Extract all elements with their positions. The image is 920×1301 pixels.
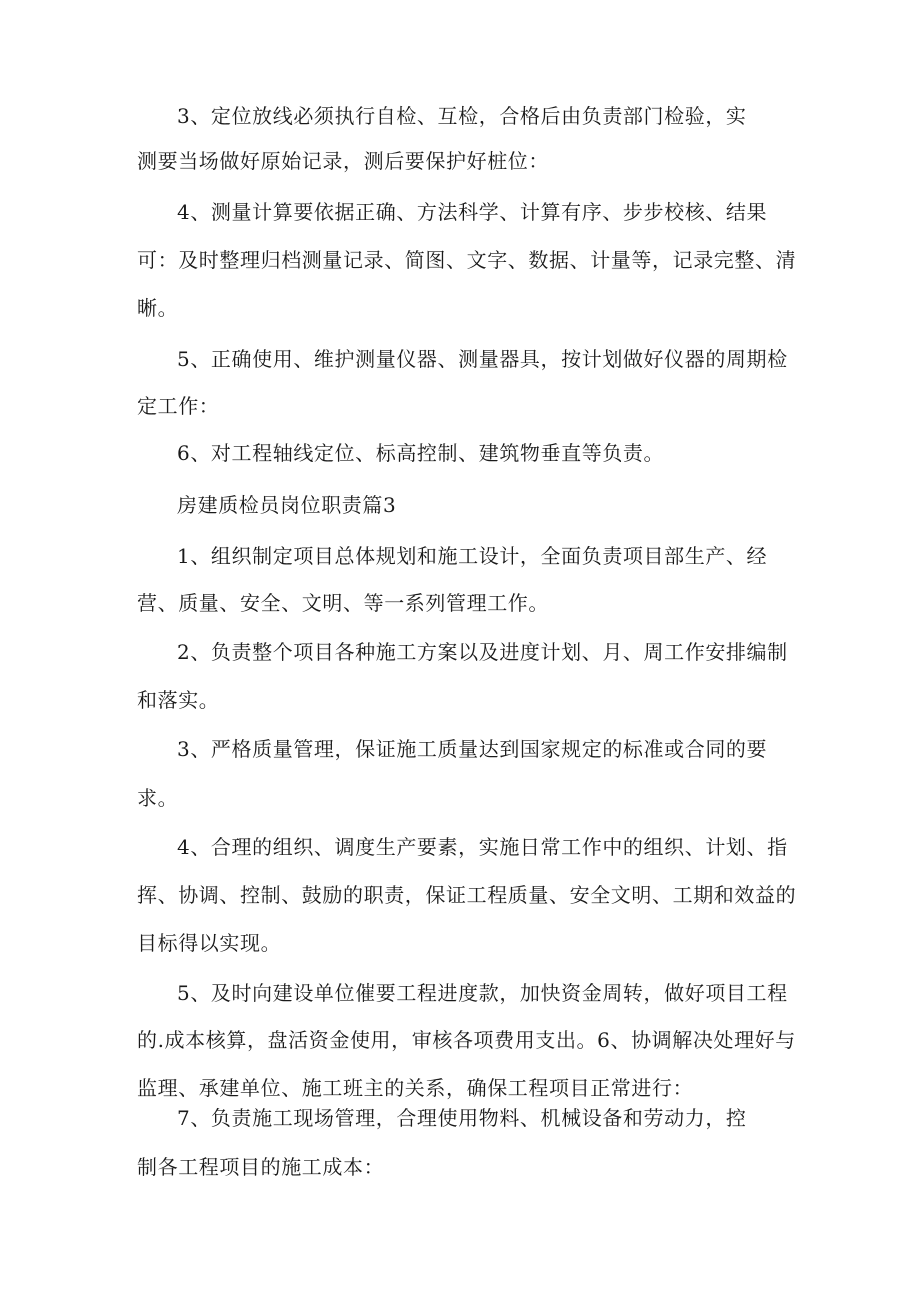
text-line: 5、及时向建设单位催要工程进度款，加快资金周转，做好项目工程 [177,981,788,1005]
section-heading: 房建质检员岗位职责篇3 [177,493,397,517]
text-line: 营、质量、安全、文明、等一系列管理工作。 [137,591,549,615]
text-line: 6、对工程轴线定位、标高控制、建筑物垂直等负责。 [177,441,665,465]
text-line: 可：及时整理归档测量记录、简图、文字、数据、计量等，记录完整、清 [137,248,797,272]
text-line: 求。 [137,786,179,810]
text-line: 测要当场做好原始记录，测后要保护好桩位： [137,149,549,173]
text-line: 3、定位放线必须执行自检、互检，合格后由负责部门检验，实 [177,104,747,128]
text-line: 5、正确使用、维护测量仪器、测量器具，按计划做好仪器的周期检 [177,347,788,371]
text-line: 和落实。 [137,688,220,712]
text-line: 4、合理的组织、调度生产要素，实施日常工作中的组织、计划、指 [177,835,788,859]
text-line: 制各工程项目的施工成本： [137,1155,385,1179]
text-line: 7、负责施工现场管理，合理使用物料、机械设备和劳动力，控 [177,1106,747,1130]
text-line: 定工作： [137,394,220,418]
text-line: 目标得以实现。 [137,931,282,955]
text-line: 监理、承建单位、施工班主的关系，确保工程项目正常进行： [137,1076,694,1100]
text-line: 3、严格质量管理，保证施工质量达到国家规定的标准或合同的要 [177,737,768,761]
text-line: 2、负责整个项目各种施工方案以及进度计划、月、周工作安排编制 [177,640,788,664]
text-line: 晰。 [137,296,179,320]
text-line: 挥、协调、控制、鼓励的职责，保证工程质量、安全文明、工期和效益的 [137,883,797,907]
text-line: 4、测量计算要依据正确、方法科学、计算有序、步步校核、结果 [177,200,768,224]
text-line: 的.成本核算，盘活资金使用，审核各项费用支出。6、协调解决处理好与 [137,1028,796,1052]
text-line: 1、组织制定项目总体规划和施工设计，全面负责项目部生产、经 [177,544,768,568]
